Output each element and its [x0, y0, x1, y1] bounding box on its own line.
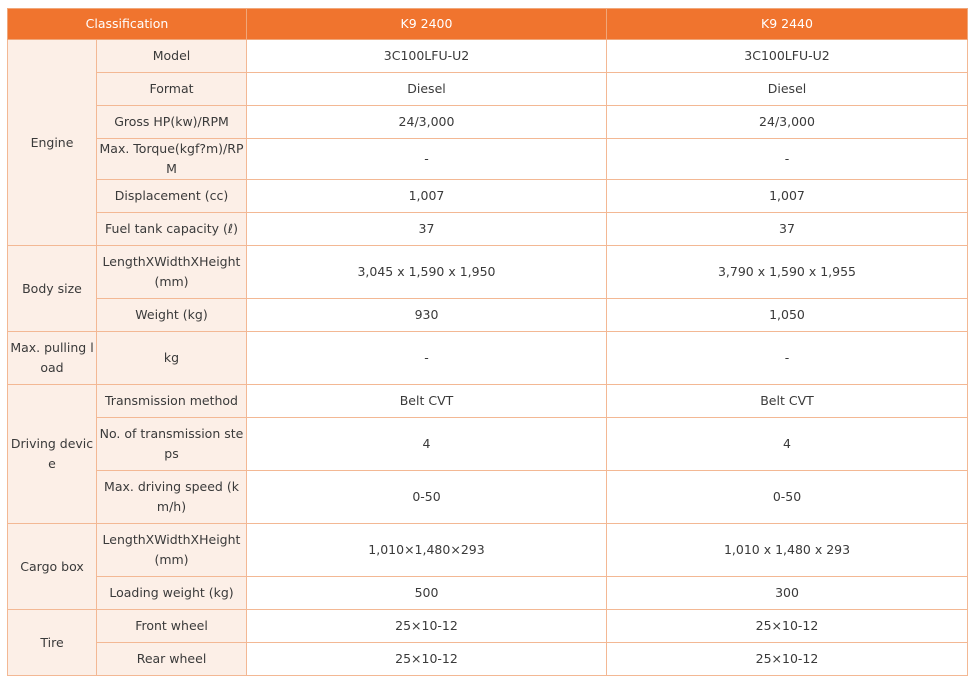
table-row	[8, 332, 968, 385]
table-row	[8, 524, 968, 577]
value-k9-2440: 24/3,000	[607, 106, 968, 139]
row-label: Format	[97, 73, 247, 106]
table-row	[8, 106, 968, 139]
row-label: Max. driving speed (km/h)	[97, 471, 247, 524]
value-k9-2400: -	[247, 332, 607, 385]
header-classification: Classification	[8, 9, 247, 40]
table-row	[8, 299, 968, 332]
group-body-size: Body size	[8, 246, 97, 332]
value-k9-2400: Belt CVT	[247, 385, 607, 418]
value-k9-2440: 25×10-12	[607, 643, 968, 676]
value-k9-2440: 25×10-12	[607, 610, 968, 643]
value-k9-2400: 3C100LFU-U2	[247, 40, 607, 73]
group-cargo-box: Cargo box	[8, 524, 97, 610]
row-label: Rear wheel	[97, 643, 247, 676]
header-model-k9-2400: K9 2400	[247, 9, 607, 40]
table-row	[8, 471, 968, 524]
table-row	[8, 139, 968, 180]
value-k9-2400: 25×10-12	[247, 643, 607, 676]
table-row	[8, 40, 968, 73]
value-k9-2440: 300	[607, 577, 968, 610]
value-k9-2440: 1,007	[607, 180, 968, 213]
row-label: Weight (kg)	[97, 299, 247, 332]
table-row	[8, 73, 968, 106]
value-k9-2440: -	[607, 332, 968, 385]
table-row	[8, 418, 968, 471]
value-k9-2400: 4	[247, 418, 607, 471]
table-row	[8, 610, 968, 643]
row-label: Displacement (cc)	[97, 180, 247, 213]
group-driving-device: Driving device	[8, 385, 97, 524]
group-max-pulling-load: Max. pulling load	[8, 332, 97, 385]
row-label: Transmission method	[97, 385, 247, 418]
table-row	[8, 246, 968, 299]
table-row	[8, 180, 968, 213]
value-k9-2440: 1,050	[607, 299, 968, 332]
value-k9-2400: -	[247, 139, 607, 180]
value-k9-2400: 25×10-12	[247, 610, 607, 643]
row-label: Model	[97, 40, 247, 73]
table-row	[8, 385, 968, 418]
table-row	[8, 577, 968, 610]
value-k9-2400: 3,045 x 1,590 x 1,950	[247, 246, 607, 299]
value-k9-2440: 37	[607, 213, 968, 246]
value-k9-2400: 930	[247, 299, 607, 332]
value-k9-2400: 1,007	[247, 180, 607, 213]
value-k9-2440: 1,010 x 1,480 x 293	[607, 524, 968, 577]
group-engine: Engine	[8, 40, 97, 246]
row-label: Max. Torque(kgf?m)/RPM	[97, 139, 247, 180]
row-label: No. of transmission steps	[97, 418, 247, 471]
value-k9-2400: 37	[247, 213, 607, 246]
value-k9-2400: 24/3,000	[247, 106, 607, 139]
value-k9-2440: 4	[607, 418, 968, 471]
value-k9-2400: Diesel	[247, 73, 607, 106]
row-label: Gross HP(kw)/RPM	[97, 106, 247, 139]
group-tire: Tire	[8, 610, 97, 676]
value-k9-2440: Diesel	[607, 73, 968, 106]
row-label: LengthXWidthXHeight (mm)	[97, 524, 247, 577]
value-k9-2400: 500	[247, 577, 607, 610]
table-row	[8, 643, 968, 676]
value-k9-2400: 0-50	[247, 471, 607, 524]
value-k9-2440: 3C100LFU-U2	[607, 40, 968, 73]
row-label: kg	[97, 332, 247, 385]
value-k9-2440: Belt CVT	[607, 385, 968, 418]
spec-table	[7, 8, 968, 676]
header-model-k9-2440: K9 2440	[607, 9, 968, 40]
row-label: Front wheel	[97, 610, 247, 643]
header-row	[8, 9, 968, 40]
row-label: Loading weight (kg)	[97, 577, 247, 610]
value-k9-2400: 1,010×1,480×293	[247, 524, 607, 577]
row-label: Fuel tank capacity (ℓ)	[97, 213, 247, 246]
value-k9-2440: 0-50	[607, 471, 968, 524]
row-label: LengthXWidthXHeight(mm)	[97, 246, 247, 299]
value-k9-2440: 3,790 x 1,590 x 1,955	[607, 246, 968, 299]
table-row	[8, 213, 968, 246]
value-k9-2440: -	[607, 139, 968, 180]
